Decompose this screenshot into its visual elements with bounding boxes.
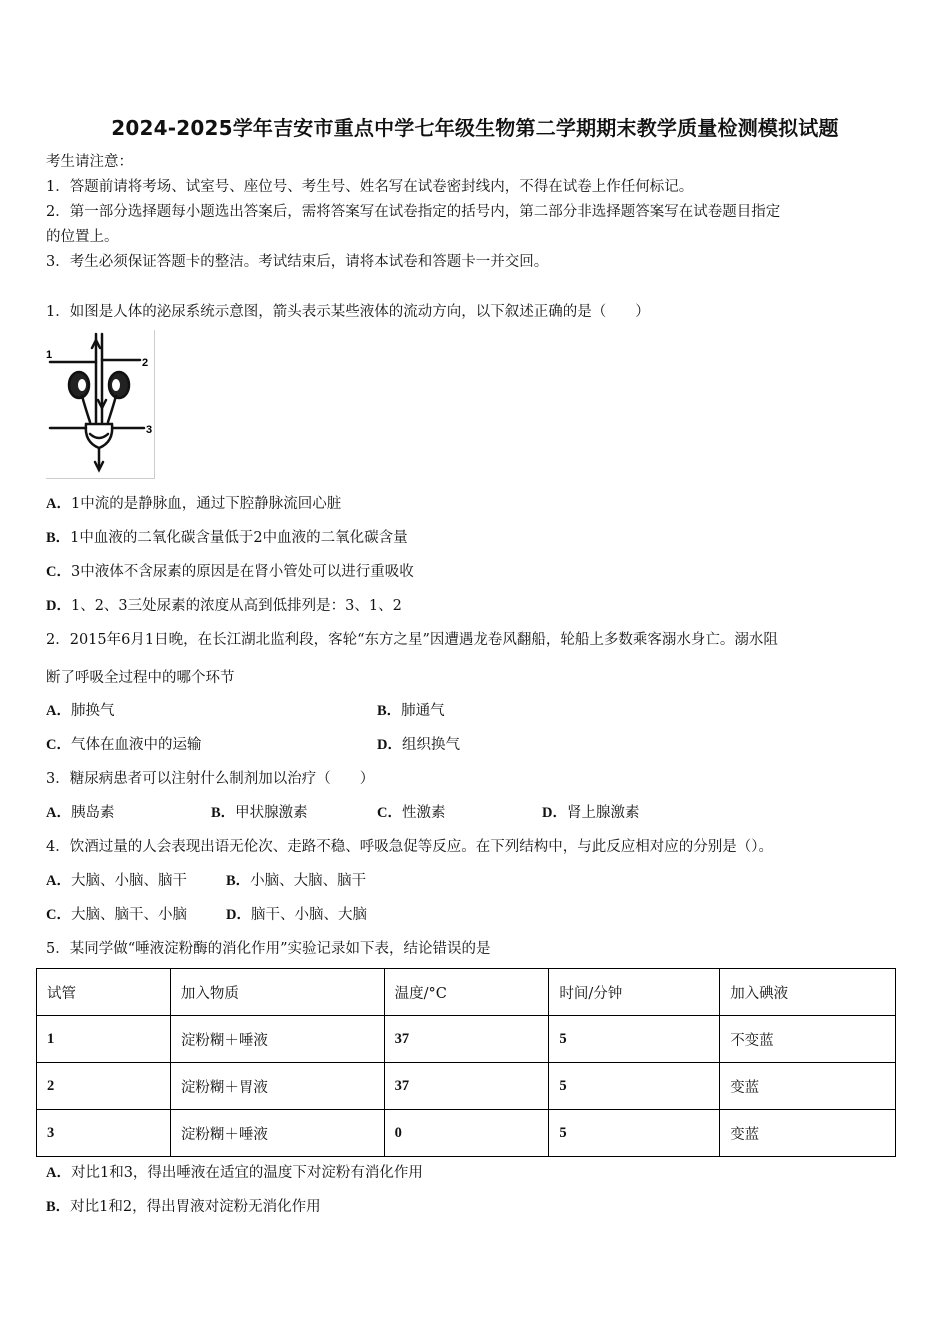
table-cell: 5 [549, 1016, 720, 1063]
option-d[interactable] [46, 596, 402, 616]
option-d[interactable] [377, 735, 460, 755]
option-b[interactable] [46, 1197, 321, 1217]
question-5-stem: 5．某同学做“唾液淀粉酶的消化作用”实验记录如下表，结论错误的是 [46, 941, 491, 957]
option-text: 1中流的是静脉血，通过下腔静脉流回心脏 [70, 496, 342, 512]
option-text: 胰岛素 [70, 805, 115, 821]
notice-heading: 考生请注意： [46, 154, 133, 170]
option-b[interactable] [46, 528, 408, 548]
option-label: C． [377, 805, 402, 821]
option-label: B． [46, 1199, 71, 1215]
option-text: 甲状腺激素 [235, 805, 308, 821]
option-d[interactable] [226, 905, 367, 925]
question-2-stem: 2．2015年6月1日晚，在长江湖北监利段，客轮“东方之星”因遭遇龙卷风翻船，轮船上多数乘客溺水身亡。溺水阻 [46, 632, 778, 648]
table-cell: 变蓝 [720, 1063, 896, 1110]
option-label: D． [377, 737, 402, 753]
option-label: C． [46, 737, 71, 753]
option-b[interactable] [211, 803, 308, 823]
table-cell: 3 [37, 1110, 171, 1157]
option-label: D． [46, 598, 71, 614]
table-cell: 淀粉糊＋胃液 [170, 1063, 384, 1110]
option-a[interactable] [46, 494, 341, 514]
option-c[interactable] [46, 562, 414, 582]
option-label: B． [226, 873, 251, 889]
table-row [37, 1016, 896, 1063]
table-header: 试管 [37, 969, 171, 1016]
urinary-system-figure [46, 330, 155, 479]
table-header-row [37, 969, 896, 1016]
option-text: 脑干、小脑、大脑 [250, 907, 367, 923]
table-header: 温度/°C [384, 969, 549, 1016]
table-header: 加入碘液 [720, 969, 896, 1016]
option-label: D． [226, 907, 251, 923]
table-row [37, 1110, 896, 1157]
notice-item: 1．答题前请将考场、试室号、座位号、考生号、姓名写在试卷密封线内，不得在试卷上作任何标记。 [46, 179, 694, 195]
option-d[interactable] [542, 803, 639, 823]
table-cell: 不变蓝 [720, 1016, 896, 1063]
page-title: 2024-2025学年吉安市重点中学七年级生物第二学期期末教学质量检测模拟试题 [111, 116, 839, 140]
option-text: 3中液体不含尿素的原因是在肾小管处可以进行重吸收 [70, 564, 414, 580]
option-label: D． [542, 805, 567, 821]
figure-label: 1 [46, 349, 53, 361]
option-label: B． [211, 805, 236, 821]
question-4-stem: 4．饮酒过量的人会表现出语无伦次、走路不稳、呼吸急促等反应。在下列结构中，与此反应相对应的分别是（）。 [46, 839, 773, 855]
table-cell: 0 [384, 1110, 549, 1157]
option-b[interactable] [377, 701, 445, 721]
experiment-table [36, 968, 896, 1157]
option-a[interactable] [46, 871, 187, 891]
option-label: A． [46, 496, 71, 512]
table-cell: 2 [37, 1063, 171, 1110]
option-text: 肺换气 [70, 703, 115, 719]
option-label: A． [46, 873, 71, 889]
option-text: 1、2、3三处尿素的浓度从高到低排列是：3、1、2 [70, 598, 402, 614]
table-cell: 变蓝 [720, 1110, 896, 1157]
option-a[interactable] [46, 803, 114, 823]
notice-item: 的位置上。 [46, 229, 119, 245]
figure-label: 2 [142, 357, 149, 369]
option-label: C． [46, 564, 71, 580]
option-b[interactable] [226, 871, 366, 891]
option-text: 气体在血液中的运输 [70, 737, 202, 753]
table-cell: 淀粉糊＋唾液 [170, 1016, 384, 1063]
option-text: 大脑、脑干、小脑 [70, 907, 187, 923]
option-a[interactable] [46, 701, 114, 721]
table-cell: 5 [549, 1110, 720, 1157]
option-c[interactable] [46, 905, 187, 925]
option-label: A． [46, 805, 71, 821]
option-label: B． [377, 703, 402, 719]
option-text: 肺通气 [401, 703, 445, 719]
option-text: 大脑、小脑、脑干 [70, 873, 187, 889]
table-cell: 37 [384, 1063, 549, 1110]
option-text: 小脑、大脑、脑干 [250, 873, 367, 889]
option-c[interactable] [377, 803, 445, 823]
table-cell: 37 [384, 1016, 549, 1063]
figure-label: 3 [146, 424, 153, 436]
question-2-stem-cont: 断了呼吸全过程中的哪个环节 [46, 670, 235, 686]
table-header: 时间/分钟 [549, 969, 720, 1016]
table-cell: 5 [549, 1063, 720, 1110]
notice-item: 3．考生必须保证答题卡的整洁。考试结束后，请将本试卷和答题卡一并交回。 [46, 254, 549, 270]
table-header: 加入物质 [170, 969, 384, 1016]
option-label: B． [46, 530, 71, 546]
table-cell: 1 [37, 1016, 171, 1063]
option-text: 性激素 [401, 805, 446, 821]
option-label: A． [46, 703, 71, 719]
option-text: 对比1和3，得出唾液在适宜的温度下对淀粉有消化作用 [70, 1165, 423, 1181]
table-cell: 淀粉糊＋唾液 [170, 1110, 384, 1157]
option-c[interactable] [46, 735, 201, 755]
option-text: 组织换气 [401, 737, 460, 753]
option-text: 1中血液的二氧化碳含量低于2中血液的二氧化碳含量 [70, 530, 408, 546]
question-1-stem: 1．如图是人体的泌尿系统示意图，箭头表示某些液体的流动方向，以下叙述正确的是（ ） [46, 304, 650, 320]
option-text: 肾上腺激素 [566, 805, 640, 821]
table-row [37, 1063, 896, 1110]
question-3-stem: 3．糖尿病患者可以注射什么制剂加以治疗（ ） [46, 771, 375, 787]
option-a[interactable] [46, 1163, 423, 1183]
option-label: C． [46, 907, 71, 923]
option-text: 对比1和2，得出胃液对淀粉无消化作用 [70, 1199, 321, 1215]
option-label: A． [46, 1165, 71, 1181]
notice-item: 2．第一部分选择题每小题选出答案后，需将答案写在试卷指定的括号内，第二部分非选择题答案写在试卷题目指定 [46, 204, 781, 220]
